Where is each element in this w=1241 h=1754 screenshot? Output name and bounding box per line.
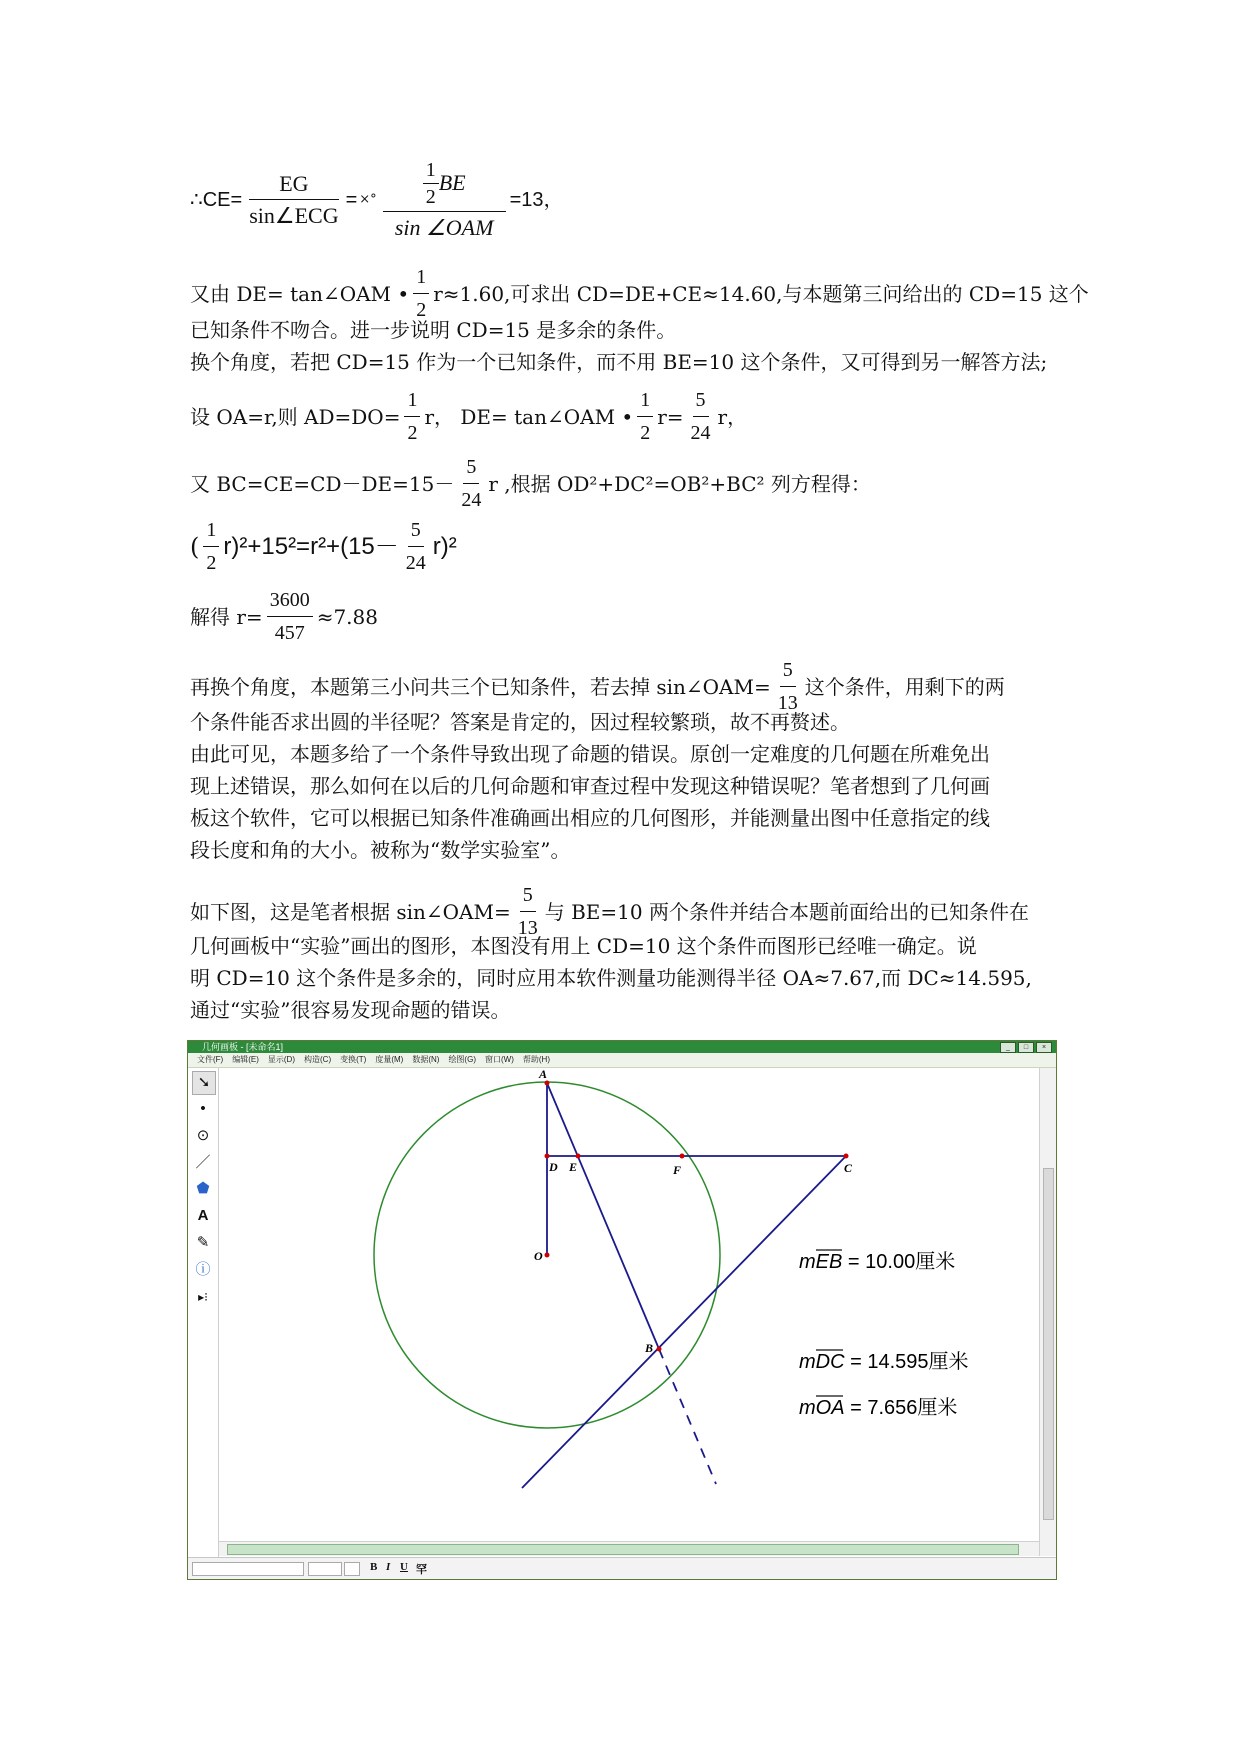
- equation-line: [190, 515, 457, 578]
- text-run: 又由 DE= tan∠OAM •: [190, 281, 410, 306]
- paragraph-line: [190, 585, 378, 648]
- fraction-denominator: 13: [777, 692, 798, 714]
- paragraph-line: [190, 262, 1089, 325]
- font-select[interactable]: [192, 1562, 304, 1576]
- point-tool-icon[interactable]: •: [200, 1100, 206, 1117]
- svg-text:mEB = 10.00厘米: [799, 1250, 955, 1273]
- fraction-denominator: 24: [461, 489, 482, 511]
- measure-prefix: m: [799, 1397, 816, 1419]
- menu-edit[interactable]: 编辑(E): [232, 1055, 259, 1064]
- equals-sign: =: [345, 189, 358, 211]
- formula-ce: [190, 160, 564, 240]
- paragraph-line: 明 CD=10 这个条件是多余的，同时应用本软件测量功能测得半径 OA≈7.67,而 DC≈14.595,: [190, 966, 1032, 990]
- garbled-glyph: ×°: [359, 192, 377, 207]
- paragraph-line: [190, 452, 871, 515]
- sin-oam-text: sin ∠OAM: [394, 214, 494, 240]
- scroll-thumb[interactable]: [1043, 1168, 1054, 1520]
- fraction-denominator: [392, 212, 497, 243]
- menu-file[interactable]: 文件(F): [197, 1055, 224, 1064]
- sketch-canvas[interactable]: [219, 1068, 1039, 1556]
- text-run: 如下图，这是笔者根据 sin∠OAM=: [190, 899, 511, 924]
- menu-construct[interactable]: 构造(C): [304, 1055, 332, 1064]
- marker-tool-icon[interactable]: ✎: [196, 1234, 210, 1251]
- fraction-half: [637, 385, 653, 448]
- text-run: 解得 r=: [190, 604, 263, 629]
- fraction-half: [203, 515, 219, 578]
- fraction-numerator: 1: [637, 385, 653, 417]
- information-tool-icon[interactable]: ⓘ: [195, 1261, 211, 1278]
- text-run: r ,根据 OD²+DC²=OB²+BC² 列方程得：: [488, 471, 871, 496]
- text-tool-icon[interactable]: A: [197, 1207, 209, 1224]
- fraction-denominator: 2: [640, 422, 651, 444]
- menu-bar: [188, 1053, 1056, 1068]
- fraction-denominator: 457: [274, 622, 305, 644]
- fraction-five-13: [775, 655, 801, 718]
- text-run: (: [190, 532, 200, 561]
- point-a[interactable]: [545, 1081, 550, 1086]
- text-run: r，: [717, 404, 748, 429]
- fraction-half: [404, 385, 420, 448]
- text-format-bar: [188, 1557, 1056, 1580]
- measure-value: = 10.00厘米: [842, 1251, 956, 1273]
- point-c[interactable]: [844, 1154, 849, 1159]
- measure-segment: EB: [815, 1251, 843, 1273]
- menu-graph[interactable]: 绘图(G): [448, 1055, 476, 1064]
- fraction-half: [423, 158, 439, 209]
- measurement-eb[interactable]: [799, 1250, 955, 1273]
- menu-number[interactable]: 数据(N): [412, 1055, 440, 1064]
- fraction-numerator: 1: [423, 158, 439, 184]
- symbol-button[interactable]: 罕: [416, 1564, 427, 1576]
- italic-button[interactable]: I: [386, 1561, 391, 1573]
- fraction-numerator: 5: [780, 655, 796, 687]
- fraction-denominator: 2: [416, 299, 427, 321]
- fraction-numerator: [383, 158, 506, 212]
- point-f[interactable]: [680, 1154, 685, 1159]
- paragraph-line: 已知条件不吻合。进一步说明 CD=15 是多余的条件。: [190, 318, 677, 342]
- minimize-button[interactable]: _: [1000, 1042, 1016, 1053]
- text-run: 再换个角度，本题第三小问共三个已知条件，若去掉 sin∠OAM=: [190, 674, 771, 699]
- menu-measure[interactable]: 度量(M): [375, 1055, 404, 1064]
- svg-text:mOA = 7.656厘米: [799, 1396, 957, 1419]
- straightedge-tool-icon[interactable]: ／: [195, 1154, 211, 1171]
- fraction-half: [413, 262, 429, 325]
- paragraph-line: 板这个软件，它可以根据已知条件准确画出相应的几何图形，并能测量出图中任意指定的线: [190, 806, 990, 830]
- select-arrow-tool-icon[interactable]: ➘: [192, 1071, 216, 1095]
- menu-transform[interactable]: 变换(T): [340, 1055, 367, 1064]
- fraction-numerator: 1: [413, 262, 429, 294]
- fraction-denominator: 2: [425, 185, 436, 208]
- sketchpad-window: [187, 1040, 1057, 1580]
- underline-button[interactable]: U: [400, 1561, 408, 1573]
- paragraph-line: 换个角度，若把 CD=15 作为一个已知条件，而不用 BE=10 这个条件，又可得到另一解答方法;: [190, 350, 1048, 374]
- paragraph-line: 几何画板中“实验”画出的图形，本图没有用上 CD=10 这个条件而图形已经唯一确定。说: [190, 934, 977, 958]
- fraction-numerator: 5: [520, 880, 536, 912]
- point-e[interactable]: [576, 1154, 581, 1159]
- measure-value: = 14.595厘米: [844, 1351, 969, 1373]
- measure-prefix: m: [799, 1251, 816, 1273]
- close-button[interactable]: ×: [1036, 1042, 1052, 1053]
- menu-help[interactable]: 帮助(H): [522, 1055, 550, 1064]
- window-title: 几何画板 - [未命名1]: [202, 1042, 284, 1052]
- scroll-thumb[interactable]: [227, 1544, 1019, 1555]
- fraction-3600-457: [267, 585, 313, 648]
- label-c: C: [844, 1161, 853, 1175]
- color-select[interactable]: [344, 1562, 360, 1576]
- point-o[interactable]: [545, 1253, 550, 1258]
- fraction-half-be-over-sin-oam: [383, 158, 506, 243]
- text-run: ≈7.88: [316, 604, 378, 629]
- fraction-numerator: 1: [203, 515, 219, 547]
- paragraph-line: 段长度和角的大小。被称为“数学实验室”。: [190, 838, 571, 862]
- text-run: 与 BE=10 两个条件并结合本题前面给出的已知条件在: [544, 899, 1029, 924]
- horizontal-scrollbar[interactable]: [219, 1541, 1039, 1556]
- label-b: B: [645, 1341, 654, 1355]
- label-a: A: [539, 1068, 548, 1081]
- measurement-dc[interactable]: [799, 1350, 969, 1373]
- measure-segment: DC: [815, 1351, 845, 1373]
- custom-tool-icon[interactable]: ▸⁝: [198, 1290, 208, 1304]
- paragraph-line: 个条件能否求出圆的半径呢？答案是肯定的，因过程较繁琐，故不再赘述。: [190, 710, 850, 734]
- label-d: D: [549, 1160, 558, 1174]
- menu-window[interactable]: 窗口(W): [485, 1055, 514, 1064]
- fraction-five-24: [403, 515, 429, 578]
- text-run: r≈1.60,可求出 CD=DE+CE≈14.60,与本题第三问给出的 CD=15 这个: [433, 281, 1089, 306]
- text-run: 这个条件，用剩下的两: [804, 674, 1005, 699]
- measure-prefix: m: [799, 1351, 816, 1373]
- fraction-numerator: 5: [463, 452, 479, 484]
- text-run: r， DE= tan∠OAM •: [424, 404, 634, 429]
- text-run: r=: [657, 404, 684, 429]
- toolbox: [188, 1068, 219, 1558]
- fraction-five-24: [458, 452, 484, 515]
- fraction-denominator: 2: [407, 422, 418, 444]
- fraction-numerator: 5: [408, 515, 424, 547]
- formula-ce-prefix: ∴CE=: [190, 189, 243, 211]
- svg-text:mDC = 14.595厘米: [799, 1350, 969, 1373]
- vertical-scrollbar[interactable]: [1039, 1068, 1056, 1556]
- measure-segment: OA: [815, 1397, 845, 1419]
- paragraph-line: 通过“实验”很容易发现命题的错误。: [190, 998, 511, 1022]
- text-run: r)²: [432, 532, 457, 560]
- fraction-numerator: 1: [404, 385, 420, 417]
- fraction-denominator: sin∠ECG: [249, 203, 339, 228]
- label-o: O: [534, 1249, 543, 1263]
- be-text: BE: [438, 170, 466, 195]
- fraction-numerator: EG: [249, 169, 338, 200]
- fraction-denominator: 2: [206, 552, 217, 574]
- paragraph-line: 现上述错误，那么如何在以后的几何命题和审查过程中发现这种错误呢？笔者想到了几何画: [190, 774, 990, 798]
- text-run: r)²+15²=r²+(15－: [223, 532, 399, 560]
- paragraph-line: 由此可见，本题多给了一个条件导致出现了命题的错误。原创一定难度的几何题在所难免出: [190, 742, 990, 766]
- menu-display[interactable]: 显示(D): [267, 1055, 295, 1064]
- paragraph-line: [190, 655, 1005, 718]
- fraction-denominator: 13: [517, 917, 538, 939]
- fraction-numerator: 3600: [267, 585, 313, 617]
- maximize-button[interactable]: □: [1018, 1042, 1034, 1053]
- tangent-line-cb: [522, 1156, 846, 1488]
- fraction-eg-over-sin-ecg: [246, 169, 341, 231]
- fraction-five-24: [688, 385, 714, 448]
- segment-ab: [547, 1083, 659, 1349]
- fraction-denominator: 24: [690, 422, 711, 444]
- segment-extension-dashed: [659, 1349, 716, 1484]
- label-e: E: [569, 1160, 578, 1174]
- compass-tool-icon[interactable]: ⊙: [196, 1127, 210, 1144]
- measurement-oa[interactable]: [799, 1396, 957, 1419]
- window-titlebar: [188, 1041, 1056, 1053]
- polygon-tool-icon[interactable]: ⬟: [196, 1180, 210, 1197]
- label-f: F: [673, 1163, 682, 1177]
- text-run: 设 OA=r,则 AD=DO=: [190, 404, 401, 429]
- formula-ce-result: =13，: [509, 189, 564, 211]
- text-run: 又 BC=CE=CD－DE=15－: [190, 471, 455, 496]
- bold-button[interactable]: B: [370, 1561, 378, 1573]
- window-controls: [1000, 1042, 1052, 1053]
- fraction-denominator: 24: [405, 552, 426, 574]
- font-size-select[interactable]: [308, 1562, 342, 1576]
- point-d[interactable]: [545, 1154, 550, 1159]
- point-b[interactable]: [657, 1347, 662, 1352]
- measure-value: = 7.656厘米: [844, 1397, 958, 1419]
- paragraph-line: [190, 385, 747, 448]
- fraction-numerator: 5: [693, 385, 709, 417]
- geometry-figure: [219, 1068, 1039, 1556]
